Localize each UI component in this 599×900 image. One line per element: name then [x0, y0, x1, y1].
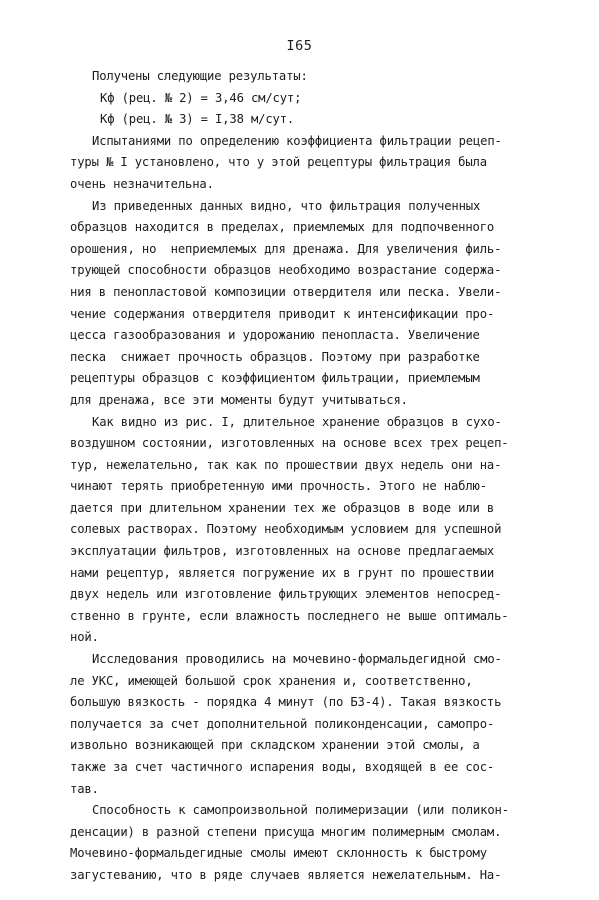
text-line: большую вязкость - порядка 4 минут (по БЗ-4). Такая вязкость [70, 695, 502, 710]
text-line: тав. [70, 781, 99, 796]
text-line: ле УКС, имеющей большой срок хранения и, соответственно, [70, 673, 473, 688]
text-line: Kф (рец. № 2) = 3,46 см/сут; [100, 90, 302, 105]
text-line: орошения, но неприемлемых для дренажа. Для увеличения филь- [70, 241, 502, 256]
text-line: Из приведенных данных видно, что фильтрация полученных [92, 198, 481, 213]
text-line: образцов находится в пределах, приемлемых для подпочвенного [70, 220, 495, 235]
text-line: трующей способности образцов необходимо возрастание содержа- [70, 263, 502, 278]
text-line: ственно в грунте, если влажность последнего не выше оптималь- [70, 608, 509, 623]
text-line: ной. [70, 630, 99, 645]
text-line: извольно возникающей при складском хранении этой смолы, а [70, 738, 480, 753]
text-line: Способность к самопроизвольной полимеризации (или поликон- [92, 803, 509, 818]
text-line: для дренажа, все эти моменты будут учитываться. [70, 392, 408, 407]
text-line: дается при длительном хранении тех же образцов в воде или в [70, 500, 495, 515]
text-line: Испытаниями по определению коэффициента фильтрации рецеп- [92, 133, 502, 148]
text-line: Исследования проводились на мочевино-формальдегидной смо- [92, 652, 502, 667]
text-line: туры № I установлено, что у этой рецептуры фильтрация была [70, 155, 487, 170]
text-line: Как видно из рис. I, длительное хранение образцов в сухо- [92, 414, 502, 429]
text-line: чинают терять приобретенную ими прочность. Этого не наблю- [70, 479, 487, 494]
text-line: песка снижает прочность образцов. Поэтому при разработке [70, 349, 480, 364]
text-line: нами рецептур, является погружение их в грунт по прошествии [70, 565, 495, 580]
text-line: Kф (рец. № 3) = I,38 м/сут. [100, 112, 295, 127]
text-line: эксплуатации фильтров, изготовленных на основе предлагаемых [70, 544, 495, 559]
text-line: загустеванию, что в ряде случаев является нежелательным. На- [70, 867, 502, 882]
text-line: рецептуры образцов с коэффициентом фильтрации, приемлемым [70, 371, 480, 386]
page-number: I65 [286, 38, 313, 54]
text-line: двух недель или изготовление фильтрующих элементов непосред- [70, 587, 502, 602]
text-line: Получены следующие результаты: [92, 69, 308, 83]
text-line: Мочевино-формальдегидные смолы имеют склонность к быстрому [70, 846, 487, 861]
text-line: солевых растворах. Поэтому необходимым условием для успешной [70, 522, 502, 537]
text-line: денсации) в разной степени присуща многим полимерным смолам. [70, 824, 502, 839]
text-line: получается за счет дополнительной поликонденсации, самопро- [70, 716, 495, 731]
text-line: цесса газообразования и удорожанию пенопласта. Увеличение [70, 328, 480, 343]
body-text [70, 66, 585, 887]
text-line: воздушном состоянии, изготовленных на основе всех трех рецеп- [70, 436, 509, 451]
text-line: очень незначительна. [70, 176, 214, 191]
text-line: тур, нежелательно, так как по прошествии двух недель они на- [70, 457, 502, 472]
text-line: также за счет частичного испарения воды, входящей в ее сос- [70, 760, 495, 774]
text-line: ния в пенопластовой композиции отвердителя или песка. Увели- [70, 284, 502, 299]
text-line: чение содержания отвердителя приводит к интенсификации про- [70, 306, 495, 321]
